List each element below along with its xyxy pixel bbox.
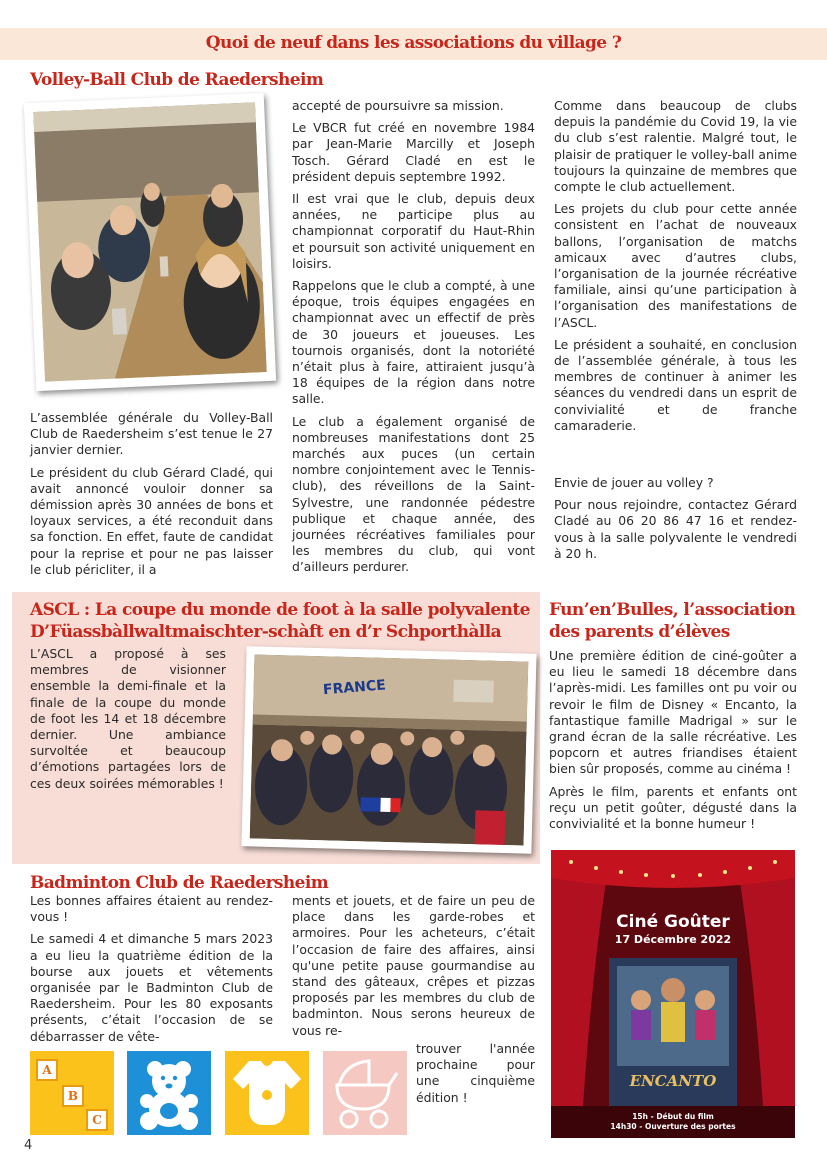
volley-paragraph: Les projets du club pour cette année consistent en l’achat de nouveaux ballons, l’organisation de matchs amicaux avec d’autres clubs, l’organisation de la journée récréative familiale, ainsi qu’une participation à l’organisation des manifestations de l’ASCL.: [554, 201, 797, 330]
funbulles-paragraph: Une première édition de ciné-goûter a eu lieu le samedi 18 décembre dans l’après-midi. Les familles ont pu voir ou revoir le film de Disney « Encanto, la fantastique famille Madrigal » sur le grand écran de la salle récréative. Les popcorn et autres friandises étaient bien sûr proposés, comme au cinéma !: [549, 648, 797, 777]
ascl-title: ASCL : La coupe du monde de foot à la salle polyvalente: [30, 600, 530, 620]
poster-line-1: 15h - Début du film: [632, 1112, 714, 1121]
volley-photo: [24, 93, 276, 391]
poster-title: Ciné Goûter: [616, 912, 730, 932]
funbulles-title: Fun’en’Bulles, l’association: [549, 600, 796, 620]
volley-paragraph: accepté de poursuivre sa mission.: [292, 98, 504, 113]
cine-gouter-poster: [551, 850, 795, 1138]
volley-paragraph: Il est vrai que le club, depuis deux années, ne participe plus au championnat corporatif du Haut-Rhin et poursuit son activité uniquement en loisirs.: [292, 191, 535, 271]
volley-paragraph: L’assemblée générale du Volley-Ball Club de Raedersheim s’est tenue le 27 janvier dernier.: [30, 410, 273, 458]
page-number: 4: [24, 1138, 33, 1153]
badminton-paragraph: Les bonnes affaires étaient au rendez-vous !: [30, 893, 273, 925]
volley-contact-question: Envie de jouer au volley ?: [554, 475, 714, 490]
funbulles-paragraph: Après le film, parents et enfants ont reçu un petit goûter, dégusté dans la convivialité et la bonne humeur !: [549, 783, 797, 832]
volley-paragraph: Le président a souhaité, en conclusion de l’assemblée générale, à tous les membres de continuer à animer les séances du vendredi dans un esprit de convivialité et de franche camaraderie.: [554, 336, 797, 433]
page-title: Quoi de neuf dans les associations du village ?: [205, 33, 622, 53]
cinema-curtain-illustration: [551, 850, 795, 1138]
volley-paragraph: Rappelons que le club a compté, à une époque, trois équipes engagées en championnat avec un effectif de près de 30 joueurs et joueuses. Les tournois organisés, dont la notoriété n’était plus à faire, attiraient jusqu’à 18 équipes de la région dans notre salle.: [292, 278, 535, 407]
abc-blocks-icon: [30, 1051, 114, 1135]
poster-line-2: 14h30 - Ouverture des portes: [610, 1122, 736, 1131]
poster-date: 17 Décembre 2022: [614, 933, 732, 946]
volley-paragraph: Le président du club Gérard Cladé, qui avait annoncé vouloir donner sa démission après 30 années de bons et loyaux services, a été reconduit dans sa fonction. En effet, faute de candidat pour la reprise et pour ne pas laisser le club péricliter, il a: [30, 464, 273, 577]
volley-contact: [554, 475, 797, 568]
funbulles-body: [549, 648, 797, 838]
teddy-bear-icon: [127, 1051, 211, 1135]
badminton-title: Badminton Club de Raedersheim: [30, 873, 329, 893]
ascl-photo: [241, 646, 536, 854]
block-b: B: [62, 1085, 84, 1107]
volley-column-1: [30, 410, 273, 584]
volley-contact-info: Pour nous rejoindre, contactez Gérard Cladé au 06 20 86 47 16 et rendez-vous à la salle polyvalente le vendredi à 20 h.: [554, 497, 797, 561]
ascl-subtitle: D’Füassbàllwaltmaischter-schàft en d’r Schporthàlla: [30, 622, 502, 642]
poster-film: ENCANTO: [629, 1072, 717, 1090]
badminton-paragraph: Le samedi 4 et dimanche 5 mars 2023 a eu lieu la quatrième édition de la bourse aux jouets et vêtements organisée par le Badminton Club de Raedersheim. Pour les 80 exposants présents, c’était l’occasion de se débarrasser de vête-: [30, 931, 273, 1044]
ascl-body: L’ASCL a proposé à ses membres de visionner ensemble la demi-finale et la finale de la coupe du monde de foot les 14 et 18 décembre dernier. Une ambiance survoltée et beaucoup d’émotions partagées lors de ces deux soirées mémorables !: [30, 646, 226, 791]
badminton-column-2-end: trouver l'année prochaine pour une cinquième édition !: [416, 1041, 535, 1105]
block-c: C: [86, 1109, 108, 1131]
football-crowd-photo: [250, 654, 529, 845]
volley-paragraph: Comme dans beaucoup de clubs depuis la pandémie du Covid 19, la vie du club s’est ralentie. Malgré tout, le plaisir de pratiquer le volley-ball anime toujours la quinzaine de membres que compte le club actuellement.: [554, 98, 797, 195]
badminton-column-2: ments et jouets, et de faire un peu de place dans les garde-robes et armoires. Pour les acheteurs, c’était l’occasion de faire des affaires, ainsi qu'une petite pause gourmandise au stand des gâteaux, crêpes et pizzas proposés par les membres du club de badminton. Nous serons heureux de vous re-: [292, 893, 535, 1038]
volley-column-2: [292, 98, 535, 582]
block-a: A: [36, 1059, 58, 1081]
volley-team-photo: [33, 102, 267, 381]
baby-bodysuit-icon: [225, 1051, 309, 1135]
volley-title: Volley-Ball Club de Raedersheim: [30, 70, 324, 90]
volley-paragraph: Le VBCR fut créé en novembre 1984 par Jean-Marie Marcilly et Joseph Tosch. Gérard Cladé en est le président depuis septembre 1992.: [292, 120, 535, 184]
volley-column-3: [554, 98, 797, 440]
funbulles-subtitle: des parents d’élèves: [549, 622, 730, 642]
badminton-column-1: [30, 893, 273, 1051]
france-banner-text: FRANCE: [322, 677, 387, 699]
volley-paragraph: Le club a également organisé de nombreuses manifestations dont 25 marchés aux puces (un certain nombre conjointement avec le Tennis-club), des réveillons de la Saint-Sylvestre, une randonnée pédestre publique et chaque année, des journées récréatives familiales pour les membres du club, qui vont d’ailleurs perdurer.: [292, 413, 535, 575]
baby-carriage-icon: [323, 1051, 407, 1135]
